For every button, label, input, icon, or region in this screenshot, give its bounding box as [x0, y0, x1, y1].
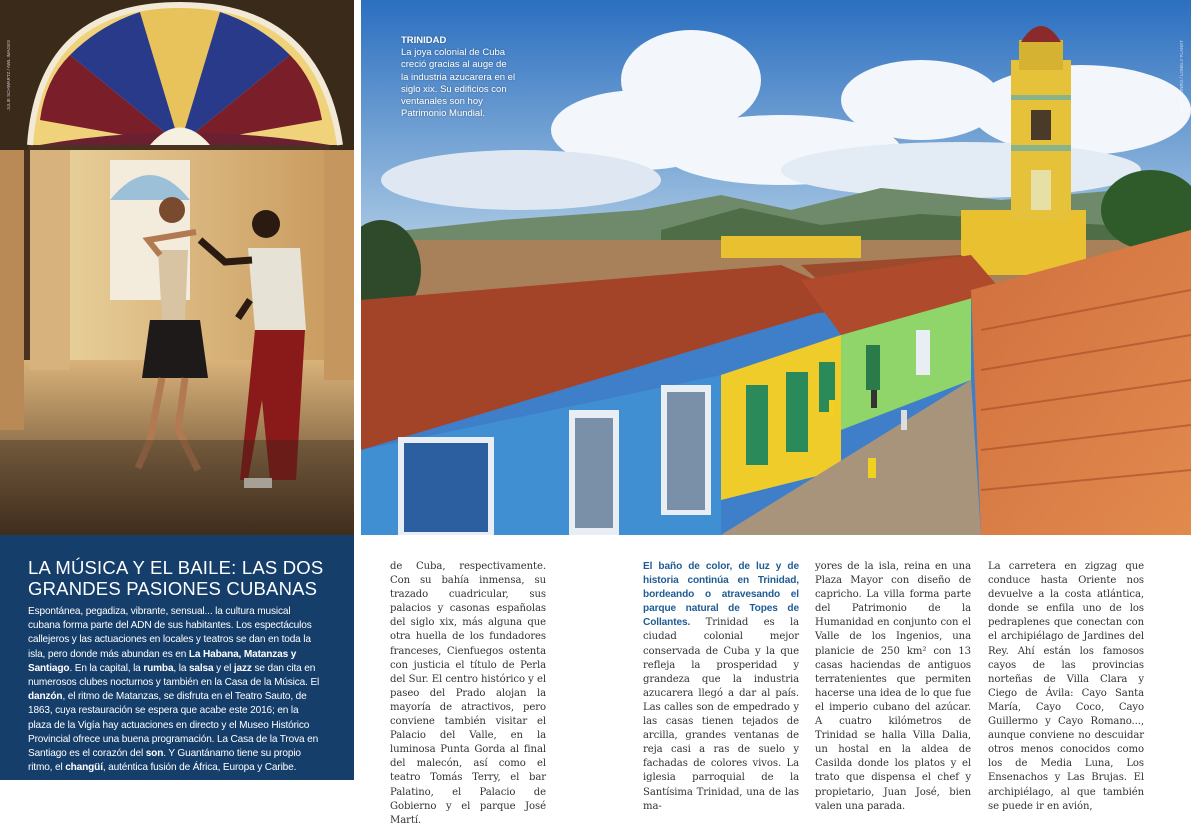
sidebar-text-run: y el — [213, 662, 234, 674]
sidebar-body — [28, 605, 322, 775]
sidebar-text-run: , el ritmo de Matanzas, se disfruta en el Teatro Sauto, de 1863, cuya restauración se espera que acabe este 2016; en la plaza de la Vigía hay actuaciones en directo y el Museo Histórico Provincial ofrece una buena programación. La Casa de la Trova en Santiago es el corazón del — [28, 691, 319, 760]
sidebar-bold-term: La Habana, Matanzas y Santiago — [28, 648, 297, 674]
dancers-photo — [0, 0, 354, 535]
caption-text: La joya colonial de Cuba creció gracias al auge de la industria azucarera en el siglo xix. Su edificios con ventanales son hoy Patrimonio Mundial. — [401, 47, 516, 120]
sidebar-text-run: . Y Guantánamo tiene su propio ritmo, el — [28, 748, 301, 774]
sidebar-text-run: , la — [173, 662, 189, 674]
article-column-3: yores de la isla, reina en una Plaza Mayor con diseño de capricho. La villa forma parte del Patrimonio de la Humanidad en conjunto con el Valle de los Ingenios, una planicie de 250 km² con 13 casas haciendas de antiguos terratenientes que permiten hacerse una idea de lo que fue el imperio cubano del azúcar. A cuatro kilómetros de Trinidad se halla Villa Dalia, un hostal en la aldea de Casilda donde los platos y el trato que dispensa el chef y propietario, Juan José, bien valen una parada. — [815, 561, 971, 812]
column-lead: El baño de color, de luz y de historia continúa en Trinidad, bordeando o atravesando el parque natural de Topes de Collantes. — [643, 561, 799, 629]
sidebar-bold-term: changüí — [65, 762, 103, 774]
sidebar-bold-term: jazz — [233, 662, 252, 674]
sidebar-text-run: . En la capital, la — [69, 662, 144, 674]
sidebar-text-run: , auténtica fusión de África, Europa y Caribe. — [102, 762, 297, 774]
dancers-illustration — [0, 0, 354, 535]
sidebar-text-run: se dan cita en numerosos clubes nocturnos y también en la Casa de la Música. El — [28, 662, 320, 689]
article-column-4: La carretera en zigzag que conduce hasta Oriente nos devuelve a la costa atlántica, donde se enfila uno de los pedraplenes que conectan con el archipiélago de Jardines del Rey. Ahí están los famosos cayos de las provincias norteñas de Villa Clara y Ciego de Ávila: Cayo Santa María, Cayo Coco, Cayo Guillermo y Cayo Romano..., aunque conviene no descuidar otros menos conocidos como los de Media Luna, Los Ensenachos y Las Brujas. El archipiélago, al que también se puede ir en avión, — [988, 561, 1144, 812]
sidebar-bold-term: rumba — [143, 662, 174, 674]
photo-credit-right: MATT MUNRO / LONELY PLANET — [1179, 40, 1184, 110]
photo-credit-left: JULIE SCHWARTZ / AWL IMAGES — [6, 40, 11, 111]
sidebar-bold-term: son — [145, 748, 164, 760]
sidebar-bold-term: danzón — [28, 691, 63, 703]
article-column-2 — [643, 560, 799, 814]
column-2-text: Trinidad es la ciudad colonial mejor conservada de Cuba y la que refleja la prosperidad y grandeza que la industria azucarera llegó a dar al país. Las calles son de empedrado y las casas tienen tejados de arcilla, grandes ventanas de reja casi a ras de suelo y fachadas de colores vivos. La iglesia parroquial de la Santísima Trinidad, una de las ma- — [643, 617, 799, 812]
article-column-1: de Cuba, respectivamente. Con su bahía inmensa, su trazado cuadricular, sus palacios y casonas españolas del siglo xix, más alguna que otra huella de los fundadores franceses, Cienfuegos ostenta con justicia el título de Perla del Sur. El centro histórico y el paseo del Prado alojan la mayoría de atractivos, pero conviene también visitar el Palacio del Valle, en la luminosa Punta Gorda al final del malecón, así como el teatro Tomás Terry, el bar Palatino, el Palacio de Gobierno y el parque José Martí. — [390, 561, 546, 826]
music-sidebar — [0, 535, 354, 780]
sidebar-bold-term: salsa — [188, 662, 214, 674]
caption-title: TRINIDAD — [401, 35, 447, 46]
photo-caption — [401, 35, 516, 120]
sidebar-text-run: Espontánea, pegadiza, vibrante, sensual... la cultura musical cubana forma parte del ADN de sus habitantes. Los espectáculos callejeros y las actuaciones en locales y teatros se dan en toda la isla, pero donde más abundan es en — [28, 606, 312, 660]
sidebar-title: LA MÚSICA Y EL BAILE: LAS DOS GRANDES PASIONES CUBANAS — [28, 557, 324, 599]
